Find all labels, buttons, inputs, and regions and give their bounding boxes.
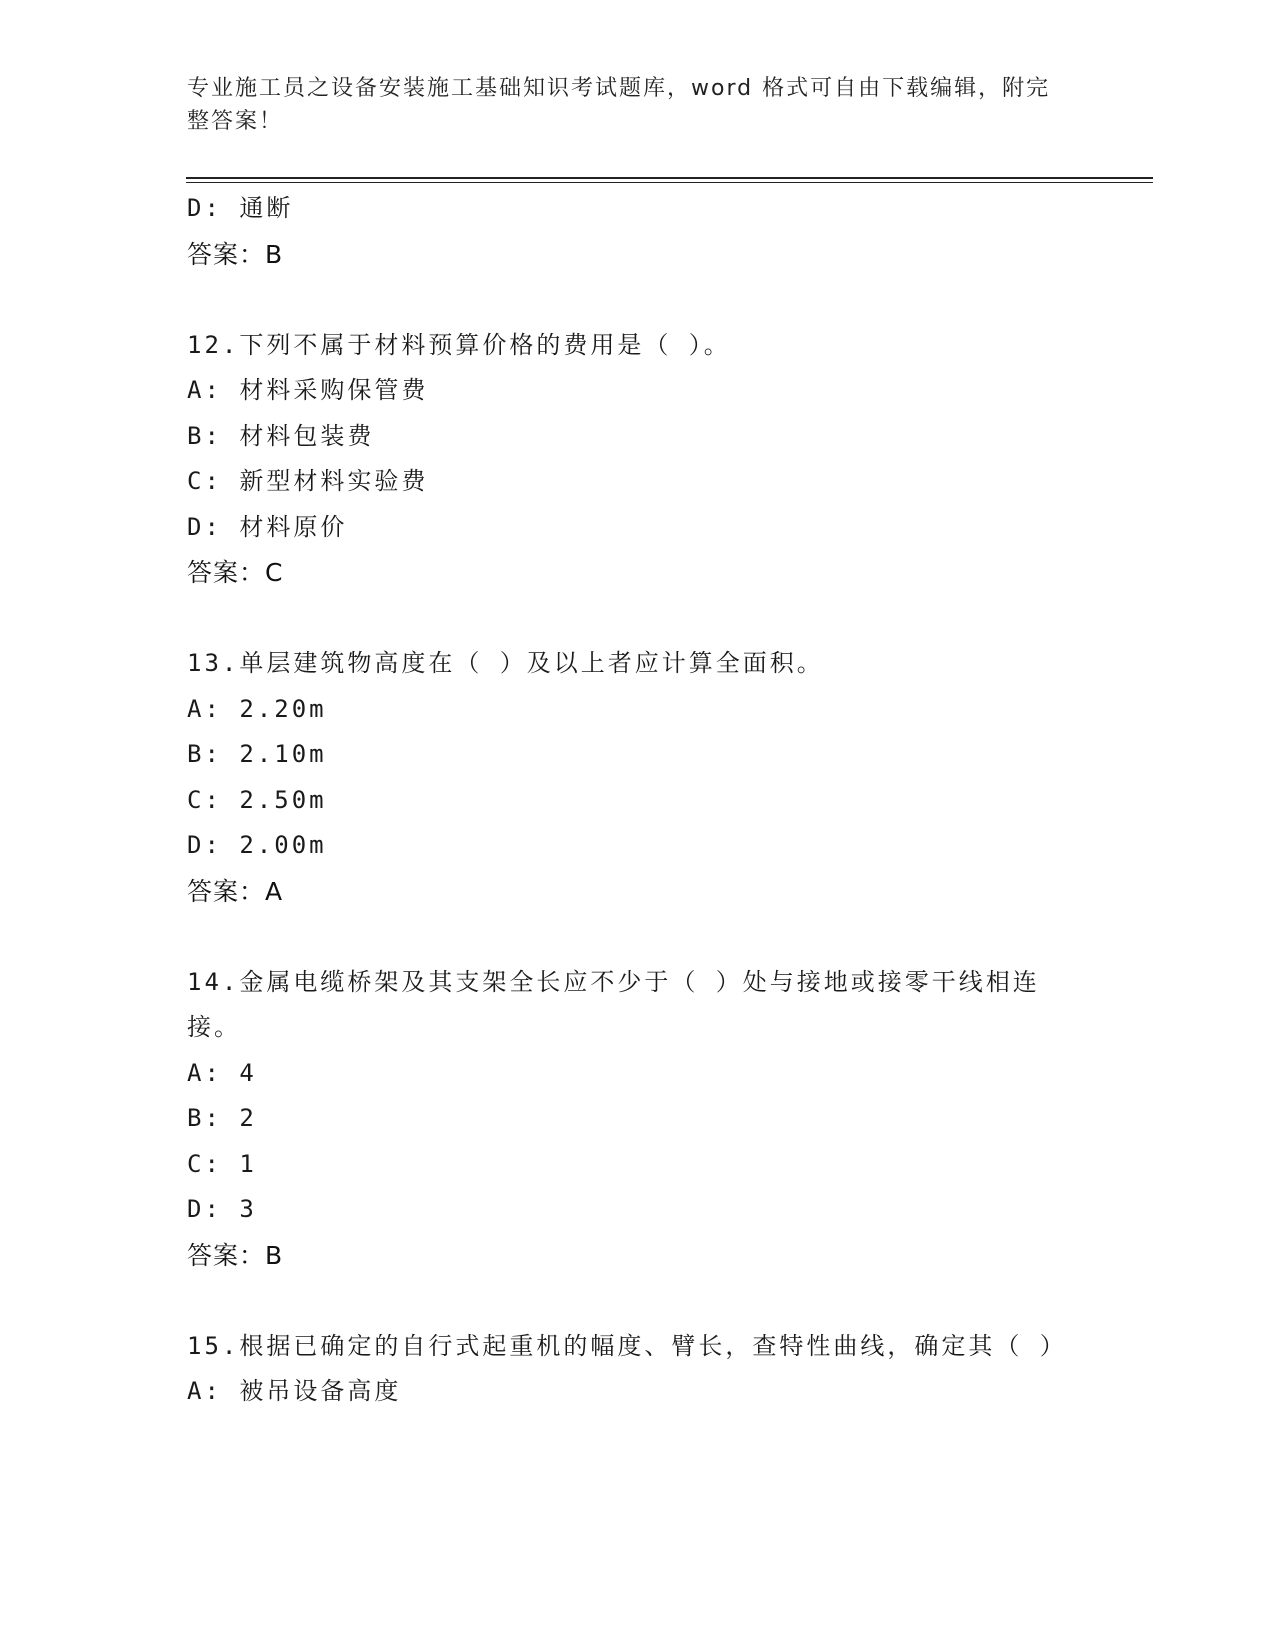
header-rule-thick	[186, 177, 1153, 179]
page-header: 专业施工员之设备安装施工基础知识考试题库，word 格式可自由下载编辑，附完整答案！	[187, 76, 1051, 134]
answer-line: 答案：C	[187, 558, 284, 587]
option-a: A: 被吊设备高度	[187, 1377, 402, 1405]
option-b: B: 2	[187, 1104, 257, 1132]
option-c: C: 新型材料实验费	[187, 467, 429, 495]
option-a: A: 材料采购保管费	[187, 376, 429, 404]
answer-line: 答案：B	[187, 1240, 284, 1270]
option-c: C: 2.50m	[187, 785, 327, 814]
option-d: D: 3	[187, 1195, 257, 1223]
document-body	[187, 186, 1087, 1415]
answer-line: 答案：B	[187, 239, 284, 269]
option-a: A: 4	[187, 1058, 257, 1087]
option-c: C: 1	[187, 1149, 257, 1178]
header-rule-thin	[186, 182, 1153, 183]
option-d: D: 通断	[187, 194, 294, 222]
option-b: B: 2.10m	[187, 740, 327, 768]
question-12: 12.下列不属于材料预算价格的费用是（ ）。	[187, 330, 731, 359]
question-13: 13.单层建筑物高度在（ ）及以上者应计算全面积。	[187, 649, 824, 677]
option-b: B: 材料包装费	[187, 421, 375, 450]
question-15: 15.根据已确定的自行式起重机的幅度、臂长，查特性曲线，确定其（ ）	[187, 1331, 1067, 1360]
question-14: 14.金属电缆桥架及其支架全长应不少于（ ）处与接地或接零干线相连接。	[187, 967, 1040, 1041]
answer-line: 答案：A	[187, 876, 284, 906]
option-d: D: 2.00m	[187, 831, 327, 859]
option-d: D: 材料原价	[187, 512, 348, 541]
option-a: A: 2.20m	[187, 694, 327, 723]
